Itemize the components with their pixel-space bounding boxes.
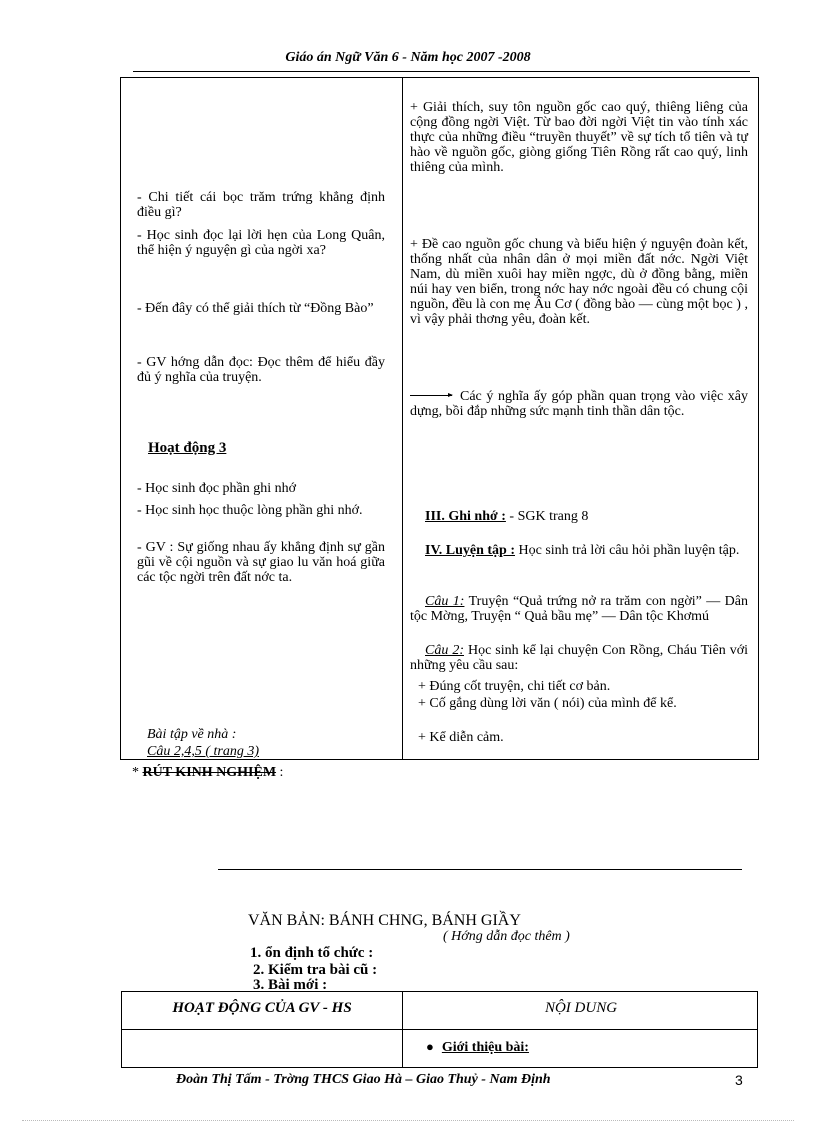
review-label: RÚT KINH NGHIỆM: [142, 765, 277, 780]
left-question-3: - Đến đây có thể giải thích từ “Đồng Bào”: [137, 301, 374, 316]
lesson-step-3: 3. Bài mới :: [253, 977, 328, 993]
section-4-title: IV. Luyện tập :: [425, 543, 515, 558]
header-rule: [133, 71, 750, 72]
section-4-text: Học sinh trả lời câu hỏi phần luyện tập.: [515, 543, 740, 558]
left-step-memorize: - Học sinh học thuộc lòng phần ghi nhớ.: [137, 503, 363, 518]
section-3-text: - SGK trang 8: [505, 509, 589, 524]
right-explanation-2: + Đề cao nguồn gốc chung và biểu hiện ý nguyện đoàn kết, thống nhất của nhân dân ở mọi miền đất nớc. Ngời Việt Nam, dù miền xuôi hay miền ngợc, dù ở đồng bằng, miền núi hay ven biển, trong nớc hay nớc ngoài đều có chung cội nguồn, đều là con mẹ Âu Cơ ( đồng bào — cùng một bọc ) , vì vậy phải thơng yêu, đoàn kết.: [410, 237, 748, 327]
activity-3-title: Hoạt động 3: [148, 440, 227, 456]
question-2: [410, 643, 748, 673]
lesson-title: VĂN BẢN: BÁNH CHNG, BÁNH GIẦY: [248, 912, 521, 929]
page-header: Giáo án Ngữ Văn 6 - Năm học 2007 -2008: [285, 50, 531, 65]
section-4: [410, 543, 748, 558]
col-header-activity: HOẠT ĐỘNG CỦA GV - HS: [172, 1000, 352, 1016]
section-separator: [218, 869, 742, 870]
review-star: *: [132, 765, 143, 780]
left-guidance: - GV hớng dẫn đọc: Đọc thêm để hiểu đầy đủ ý nghĩa của truyện.: [137, 355, 385, 385]
section-3-title: III. Ghi nhớ :: [425, 509, 506, 524]
question-1: [410, 594, 748, 624]
question-2-label: Câu 2:: [425, 643, 464, 658]
intro-item: [426, 1039, 529, 1056]
section-3: [425, 509, 748, 524]
arrow-icon: [410, 395, 452, 396]
page-footer: Đoàn Thị Tấm - Trờng THCS Giao Hà – Giao Thuỷ - Nam Định: [176, 1072, 551, 1087]
homework-detail: Câu 2,4,5 ( trang 3): [147, 744, 259, 759]
homework-label: Bài tập về nhà :: [147, 727, 237, 742]
page-bottom-border: [22, 1120, 794, 1121]
question-1-label: Câu 1:: [425, 594, 465, 609]
question-2-text: Học sinh kể lại chuyện Con Rồng, Cháu Tiên với những yêu cầu sau:: [410, 643, 748, 673]
question-1-text: Truyện “Quả trứng nở ra trăm con ngời” — Dân tộc Mờng, Truyện “ Quả bầu mẹ” — Dân tộc Khơmú: [410, 594, 749, 624]
lesson-step-2: 2. Kiểm tra bài cũ :: [253, 962, 378, 978]
right-conclusion-text: Các ý nghĩa ấy góp phần quan trọng vào việc xây dựng, bồi đắp những sức mạnh tinh thần dân tộc.: [410, 389, 748, 419]
question-2-item-1: + Đúng cốt truyện, chi tiết cơ bản.: [418, 679, 611, 694]
bullet-icon: ●: [426, 1039, 434, 1054]
lesson-step-1: 1. ổn định tổ chức :: [250, 945, 374, 961]
review-line: [132, 765, 283, 781]
activity-table: [121, 991, 758, 1068]
page-number: 3: [735, 1072, 743, 1088]
left-question-2: - Học sinh đọc lại lời hẹn của Long Quân, thể hiện ý nguyện gì của ngời xa?: [137, 228, 385, 258]
left-question-1: - Chi tiết cái bọc trăm trứng khẳng định điều gì?: [137, 190, 385, 220]
question-2-item-2: + Cố gắng dùng lời văn ( nói) của mình để kể.: [418, 696, 677, 711]
question-2-item-3: + Kể diễn cảm.: [418, 730, 504, 745]
right-explanation-1: + Giải thích, suy tôn nguồn gốc cao quý, thiêng liêng của cộng đồng ngời Việt. Từ bao đời ngời Việt tin vào tính xác thực của những điều “truyền thuyết” về sự tích tổ tiên và tự hào về nguồn gốc, giòng giống Tiên Rồng rất cao quý, linh thiêng của mình.: [410, 100, 748, 175]
left-step-memo: - Học sinh đọc phần ghi nhớ: [137, 481, 297, 496]
lesson-subtitle: ( Hớng dẫn đọc thêm ): [443, 929, 570, 944]
col-header-content: NỘI DUNG: [544, 1000, 618, 1016]
right-conclusion: [410, 389, 748, 419]
review-colon: :: [276, 765, 284, 780]
intro-label: Giới thiệu bài:: [441, 1040, 529, 1055]
table-column-divider: [402, 77, 403, 760]
left-gv-note: - GV : Sự giống nhau ấy khẳng định sự gần gũi về cội nguồn và sự giao lu văn hoá giữa các tộc ngời trên đất nớc ta.: [137, 540, 385, 585]
